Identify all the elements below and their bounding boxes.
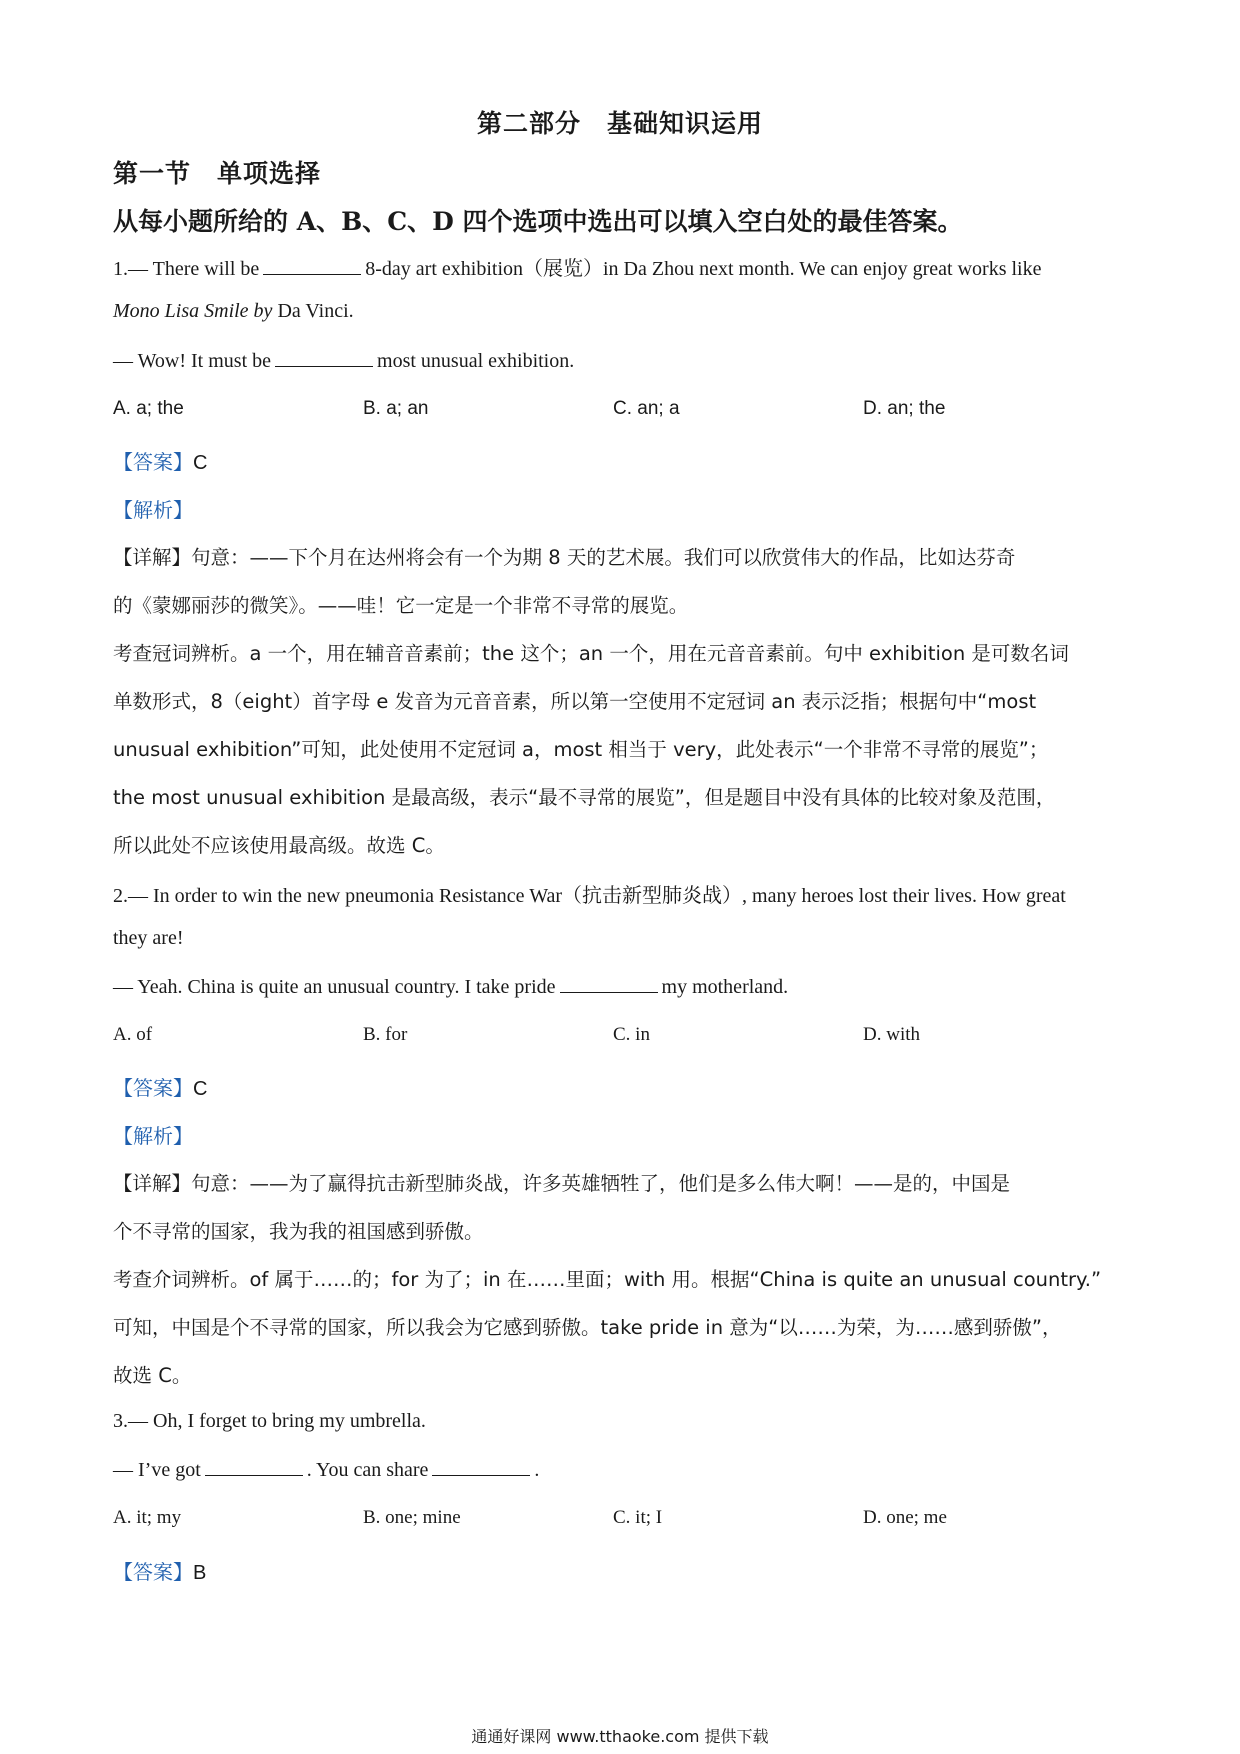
answer-label: 【答案】: [113, 450, 193, 474]
q2-stem-line2: they are!: [113, 927, 184, 949]
q3-blank-1: [205, 1458, 303, 1476]
q2-blank: [560, 975, 658, 993]
q1-stem-line1: [113, 252, 1041, 281]
q3-text-b: . You can share: [306, 1459, 429, 1481]
q1-option-a: A. a; the: [113, 398, 184, 419]
page-footer: 通通好课网 www.tthaoke.com 提供下载: [471, 1727, 769, 1746]
q1-option-b: B. a; an: [363, 398, 429, 419]
section-heading: 第一节 单项选择: [113, 159, 322, 188]
q1-text-e: most unusual exhibition.: [377, 350, 575, 372]
q1-text-b: 8-day art exhibition（展览）in Da Zhou next month. We can enjoy great works like: [365, 258, 1042, 280]
q1-text-a: 1.— There will be: [113, 258, 260, 280]
answer-label: 【答案】: [113, 1076, 193, 1100]
q1-blank-1: [263, 257, 361, 275]
q3-option-d: D. one; me: [863, 1507, 947, 1528]
q1-detail-line1: [113, 542, 1015, 570]
answer-label: 【答案】: [113, 1560, 193, 1584]
q2-detail-line4: 可知，中国是个不寻常的国家，所以我会为它感到骄傲。take pride in 意为“以……为荣，为……感到骄傲”，: [113, 1316, 1062, 1339]
q2-detail-line1: [113, 1168, 1010, 1196]
q1-stem-line2: [113, 300, 354, 323]
q2-detail-text: 句意：——为了赢得抗击新型肺炎战，许多英雄牺牲了，他们是多么伟大啊！——是的，中国是: [191, 1172, 1011, 1195]
q3-answer-value: B: [193, 1562, 207, 1584]
q1-stem-line3: [113, 349, 574, 373]
q3-stem-line2: [113, 1458, 539, 1482]
q1-detail-line3: 考查冠词辨析。a 一个，用在辅音音素前；the 这个；an 一个，用在元音音素前。句中 exhibition 是可数名词: [113, 642, 1069, 665]
q1-option-d: D. an; the: [863, 398, 946, 419]
q1-detail-line7: 所以此处不应该使用最高级。故选 C。: [113, 834, 445, 857]
q2-option-d: D. with: [863, 1024, 920, 1045]
q1-option-c: C. an; a: [613, 398, 680, 419]
q2-stem-line3: [113, 975, 788, 999]
q3-option-c: C. it; I: [613, 1507, 663, 1528]
q1-detail-text: 句意：——下个月在达州将会有一个为期 8 天的艺术展。我们可以欣赏伟大的作品，比如达芬奇: [191, 546, 1016, 569]
q2-text-b: my motherland.: [661, 976, 789, 998]
q2-text-a: — Yeah. China is quite an unusual country. I take pride: [113, 976, 556, 998]
q1-text-c: Da Vinci.: [272, 300, 354, 322]
q2-detail-line2: 个不寻常的国家，我为我的祖国感到骄傲。: [113, 1220, 484, 1243]
q1-work-title: Mono Lisa Smile by: [113, 300, 273, 322]
q3-answer: [113, 1556, 206, 1585]
q1-text-d: — Wow! It must be: [113, 350, 272, 372]
q2-answer-value: C: [193, 1078, 208, 1100]
q3-text-a: — I’ve got: [113, 1459, 201, 1481]
q1-answer: [113, 446, 207, 475]
q1-detail-line4: 单数形式，8（eight）首字母 e 发音为元音音素，所以第一空使用不定冠词 an 表示泛指；根据句中“most: [113, 690, 1037, 713]
q1-detail-line5: unusual exhibition”可知，此处使用不定冠词 a，most 相当于 very，此处表示“一个非常不寻常的展览”；: [113, 738, 1049, 761]
q3-option-a: A. it; my: [113, 1507, 182, 1528]
q2-analysis-label: 【解析】: [113, 1124, 193, 1148]
q1-blank-2: [275, 349, 373, 367]
q3-blank-2: [432, 1458, 530, 1476]
q2-option-a: A. of: [113, 1024, 153, 1045]
q3-stem-line1: 3.— Oh, I forget to bring my umbrella.: [113, 1410, 426, 1432]
q2-answer: [113, 1072, 207, 1101]
q1-analysis-label: 【解析】: [113, 498, 193, 522]
q2-detail-line5: 故选 C。: [113, 1364, 192, 1387]
q1-answer-value: C: [193, 452, 208, 474]
instruction-text: 从每小题所给的 A、B、C、D 四个选项中选出可以填入空白处的最佳答案。: [113, 207, 963, 236]
page-title: 第二部分 基础知识运用: [476, 109, 763, 138]
q2-option-c: C. in: [613, 1024, 650, 1045]
detail-label: 【详解】: [113, 1172, 192, 1195]
q3-option-b: B. one; mine: [363, 1507, 461, 1528]
q1-detail-line2: 的《蒙娜丽莎的微笑》。——哇！它一定是一个非常不寻常的展览。: [113, 594, 689, 617]
q1-detail-line6: the most unusual exhibition 是最高级，表示“最不寻常的展览”，但是题目中没有具体的比较对象及范围，: [113, 786, 1056, 809]
detail-label: 【详解】: [113, 546, 192, 569]
q2-stem-line1: 2.— In order to win the new pneumonia Resistance War（抗击新型肺炎战）, many heroes lost their lives. How great: [113, 885, 1066, 907]
q2-option-b: B. for: [363, 1024, 408, 1045]
q3-text-c: .: [534, 1459, 540, 1481]
q2-detail-line3: 考查介词辨析。of 属于……的；for 为了；in 在……里面；with 用。根据“China is quite an unusual country.”: [113, 1268, 1102, 1291]
